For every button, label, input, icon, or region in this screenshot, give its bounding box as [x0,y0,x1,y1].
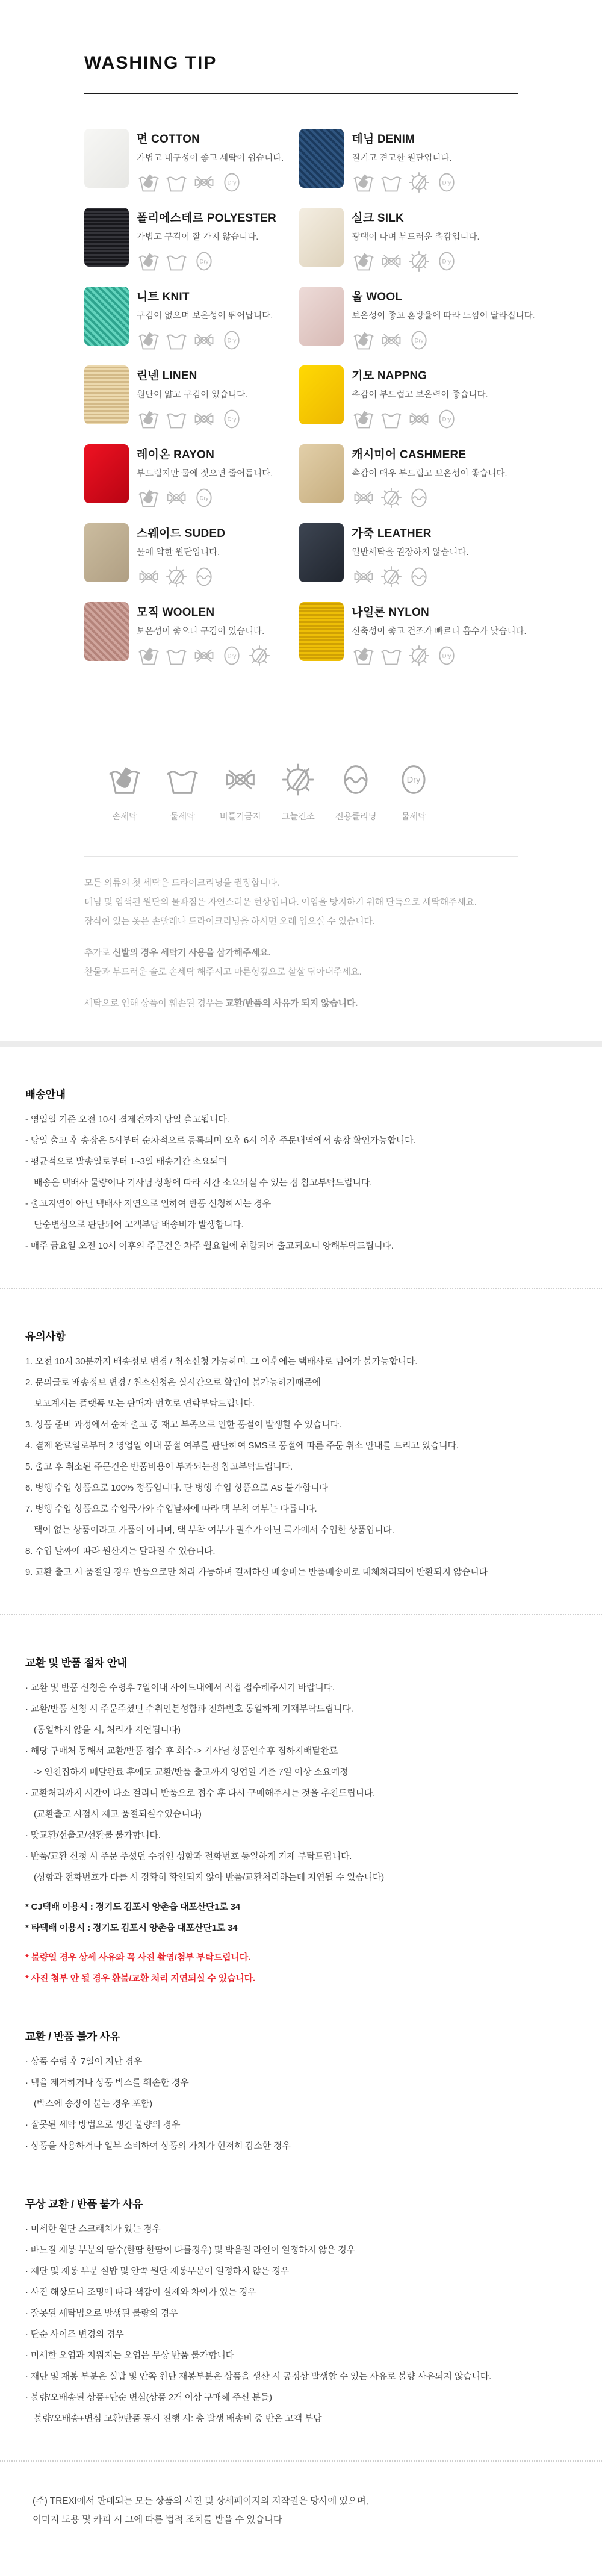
legend-label: 전용클리닝 [335,812,377,822]
section-line: · 불량/오배송된 상품+단순 변심(상품 2개 이상 구매해 주신 분들) [25,2392,272,2403]
fabric-name: 데님 DENIM [352,133,415,146]
legend-label: 손세탁 [112,812,137,822]
care-note-text: 신발의 경우 세탁기 사용을 삼가해주세요. [112,948,271,958]
fabric-info [352,602,526,668]
water-wash-icon [379,644,403,668]
legend-item [334,761,378,822]
section-heading-notice: 유의사항 [25,1330,66,1342]
fabric-name: 실크 SILK [352,212,404,225]
hand-wash-icon [137,170,161,194]
no-wring-icon [352,486,376,510]
legend-item [218,761,262,822]
section-line: 불량/오배송+변심 교환/반품 동시 진행 시: 총 발생 배송비 중 반은 고객 부담 [34,2413,322,2424]
fabric-info [137,129,284,194]
care-note-line [84,963,518,982]
section-line: · 재단 및 재봉 부분은 실밥 및 안쪽 원단 재봉부분은 상품을 생산 시 공정상 발생할 수 있는 사유로 불량 사유되지 않습니다. [25,2371,492,2382]
fabric-desc: 촉감이 부드럽고 보온력이 좋습니다. [352,390,488,400]
section-line: 보고계시는 플랫폼 또는 판매자 번호로 연락부탁드립니다. [34,1398,255,1409]
section-line: · 교환/반품 신청 시 주문주셨던 수취인분성함과 전화번호 동일하게 기재부탁드립니다. [25,1704,353,1714]
fabric-desc: 부드럽지만 물에 젖으면 줄어듭니다. [137,469,273,479]
care-note-text: 데님 및 염색된 원단의 물빠짐은 자연스러운 현상입니다. 이염을 방지하기 위해 단독으로 세탁해주세요. [84,897,477,907]
hand-wash-icon [137,249,161,273]
section-line: 배송은 택배사 물량이나 기사님 상황에 따라 시간 소요되실 수 있는 점 참고부탁드립니다. [34,1178,373,1188]
shade-dry-icon [164,565,188,589]
care-note-line [84,874,518,893]
fabric-swatch [84,129,129,188]
care-note-line [84,943,518,963]
fabric-care-icons [137,328,273,352]
shade-dry-icon [379,486,403,510]
fabric-info [352,365,488,431]
fabric-desc: 보온성이 좋고 혼방율에 따라 느낌이 달라집니다. [352,311,535,321]
section-line: · 상품 수령 후 7일이 지난 경우 [25,2056,142,2067]
care-note-text: 찬물과 부드러운 솔로 손세탁 해주시고 마른헝겊으로 살살 닦아내주세요. [84,967,362,977]
legend-label: 물세탁 [401,812,426,822]
fabric-swatch [299,287,344,346]
water-wash-icon [164,170,188,194]
fabric-info [352,287,535,352]
fabric-name: 스웨이드 SUDED [137,527,226,540]
water-wash-icon [379,170,403,194]
hand-wash-icon [352,328,376,352]
fabric-grid [84,129,535,668]
care-note-group [84,874,518,931]
section-line: * 타택배 이용시 : 경기도 김포시 양촌읍 대포산단1로 34 [25,1923,238,1933]
section-exchange-procedure [25,1655,577,1989]
section-line: · 반품/교환 신청 시 주문 주셨던 수취인 성함과 전화번호 동일하게 기재 부탁드립니다. [25,1851,352,1861]
fabric-item [299,208,535,273]
fabric-item [84,208,284,273]
fabric-item [84,129,284,194]
hand-wash-icon [106,761,143,798]
no-wring-icon [352,565,376,589]
fabric-item [299,602,535,668]
section-line: -> 인천집하지 배달완료 후에도 교환/반품 출고까지 영업일 기준 7일 이상 소요예정 [34,1767,349,1777]
section-line: - 매주 금요일 오전 10시 이후의 주문건은 차주 월요일에 취합되어 출고되오니 양해부탁드립니다. [25,1241,394,1251]
fabric-name: 캐시미어 CASHMERE [352,448,467,461]
washing-tip-section [84,0,535,1013]
no-wring-icon [222,761,259,798]
fabric-swatch [84,444,129,503]
section-line: 단순변심으로 판단되어 고객부담 배송비가 발생합니다. [34,1220,244,1230]
dry-icon [192,486,216,510]
section-heading-shipping: 배송안내 [25,1088,66,1100]
dry-icon [435,170,459,194]
fabric-item [84,523,284,589]
dry-clean-icon [407,565,431,589]
fabric-info [352,523,468,589]
section-line: 4. 결제 완료일로부터 2 영업일 이내 품절 여부를 판단하여 SMS로 품절에 따른 주문 취소 안내를 드리고 있습니다. [25,1441,459,1451]
dry-icon [395,761,432,798]
fabric-swatch [299,208,344,267]
care-note-text: 추가로 [84,948,113,958]
fabric-desc: 보온성이 좋으나 구김이 있습니다. [137,627,265,636]
footer-line: (주) TREXI에서 판매되는 모든 상품의 사진 및 상세페이지의 저작권은 당사에 있으며, [33,2496,368,2506]
fabric-item [299,444,535,510]
care-note-text: 모든 의류의 첫 세탁은 드라이크리닝을 권장합니다. [84,878,279,888]
section-no-free-exchange [25,2196,577,2429]
no-wring-icon [137,565,161,589]
hand-wash-icon [352,170,376,194]
fabric-name: 레이온 RAYON [137,448,215,461]
care-note-group [84,943,518,982]
care-note-text: 세탁으로 인해 상품이 훼손된 경우는 [84,998,226,1008]
dry-icon [435,644,459,668]
fabric-desc: 가볍고 구김이 잘 가지 않습니다. [137,232,259,242]
hand-wash-icon [352,249,376,273]
fabric-swatch [84,602,129,661]
care-note-text: 교환/반품의 사유가 되지 않습니다. [225,998,358,1008]
fabric-name: 린넨 LINEN [137,370,197,382]
section-line: · 사진 해상도나 조명에 따라 색감이 실제와 차이가 있는 경우 [25,2287,256,2297]
section-no-exchange [25,2029,577,2156]
fabric-name: 니트 KNIT [137,291,190,303]
section-line: (성함과 전화번호가 다를 시 정확히 확인되지 않아 반품/교환처리하는데 지연될 수 있습니다) [34,1872,384,1882]
dry-icon [220,407,244,431]
no-wring-icon [379,328,403,352]
shade-dry-icon [407,170,431,194]
section-line: · 택을 제거하거나 상품 박스를 훼손한 경우 [25,2078,189,2088]
fabric-swatch [299,444,344,503]
info-sections [0,1087,602,2462]
section-line: · 미세한 원단 스크래치가 있는 경우 [25,2224,161,2234]
fabric-desc: 촉감이 매우 부드럽고 보온성이 좋습니다. [352,469,507,479]
care-notes [84,874,518,1013]
section-line: 3. 상품 준비 과정에서 순차 출고 중 재고 부족으로 인한 품절이 발생할 수 있습니다. [25,1420,341,1430]
fabric-desc: 물에 약한 원단입니다. [137,548,220,557]
fabric-swatch [299,365,344,424]
fabric-item [84,365,284,431]
fabric-swatch [84,287,129,346]
title-underline [84,93,518,94]
section-line: · 상품을 사용하거나 일부 소비하여 상품의 가치가 현저히 감소한 경우 [25,2141,291,2151]
fabric-info [137,287,273,352]
fabric-info [137,365,247,431]
section-line: 6. 병행 수입 상품으로 100% 정품입니다. 단 병행 수입 상품으로 AS 불가합니다 [25,1483,328,1493]
fabric-item [84,444,284,510]
fabric-care-icons [137,170,284,194]
fabric-desc: 신축성이 좋고 건조가 빠르나 흡수가 낮습니다. [352,627,527,636]
page-title: WASHING TIP [84,53,217,73]
dotted-divider [0,1288,602,1289]
section-line: · 교환 및 반품 신청은 수령후 7일이내 사이트내에서 직접 접수해주시기 바랍니다. [25,1683,335,1693]
fabric-care-icons [137,407,247,431]
fabric-info [137,444,273,510]
legend-item [391,761,436,822]
section-shipping [25,1087,577,1256]
no-wring-icon [192,170,216,194]
fabric-info [352,129,459,194]
fabric-swatch [84,365,129,424]
care-note-line [84,912,518,931]
fabric-desc: 일반세탁을 권장하지 않습니다. [352,548,469,557]
legend-label: 비틀기금지 [219,812,261,822]
care-note-line [84,893,518,912]
fabric-name: 면 COTTON [137,133,200,146]
fabric-swatch [299,523,344,582]
copyright-footer [0,2492,602,2576]
section-line: 7. 병행 수입 상품으로 수입국가와 수입날짜에 따라 택 부착 여부는 다릅니다. [25,1504,317,1514]
fabric-swatch [84,208,129,267]
fabric-care-icons [352,565,468,589]
fabric-name: 나일론 NYLON [352,606,429,619]
fabric-care-icons [352,486,507,510]
footer-line: 이미지 도용 및 카피 시 그에 따른 법적 조치를 받을 수 있습니다 [33,2515,282,2525]
fabric-care-icons [352,407,488,431]
shade-dry-icon [379,565,403,589]
section-notice [25,1329,577,1583]
care-note-line [84,994,518,1013]
legend-label: 물세탁 [170,812,195,822]
fabric-desc: 가볍고 내구성이 좋고 세탁이 쉽습니다. [137,154,284,163]
section-line: · 잘못된 세탁법으로 발생된 불량의 경우 [25,2308,178,2318]
dry-icon [220,328,244,352]
fabric-item [299,365,535,431]
section-line: · 재단 및 재봉 부분 실밥 및 안쪽 원단 재봉부분이 일정하지 않은 경우 [25,2266,290,2276]
fabric-name: 기모 NAPPNG [352,370,427,382]
section-line: - 영업일 기준 오전 10시 결제건까지 당일 출고됩니다. [25,1114,229,1125]
section-line: * 불량일 경우 상세 사유와 꼭 사진 촬영/첨부 부탁드립니다. [25,1952,250,1963]
dotted-divider [0,1614,602,1615]
fabric-care-icons [352,644,526,668]
fabric-info [137,208,276,273]
legend-label: 그늘건조 [281,812,315,822]
dry-clean-icon [337,761,374,798]
section-line: · 미세한 오염과 지워지는 오염은 무상 반품 불가합니다 [25,2350,234,2360]
fabric-swatch [299,602,344,661]
section-line: 택이 없는 상품이라고 가품이 아니며, 택 부착 여부가 필수가 아닌 국가에서 수입한 상품입니다. [34,1525,394,1535]
water-wash-icon [164,644,188,668]
fabric-care-icons [352,170,459,194]
care-note-text: 장식이 있는 옷은 손빨래나 드라이크리닝을 하시면 오래 입으실 수 있습니다. [84,916,375,926]
dry-icon [220,644,244,668]
shade-dry-icon [279,761,317,798]
fabric-care-icons [137,486,273,510]
hand-wash-icon [137,407,161,431]
no-wring-icon [379,249,403,273]
fabric-item [299,129,535,194]
fabric-swatch [84,523,129,582]
section-line: · 바느질 재봉 부분의 땀수(한땀 한땀이 다를경우) 및 박음질 라인이 일정하지 않은 경우 [25,2245,355,2255]
section-line: 2. 문의글로 배송정보 변경 / 취소신청은 실시간으로 확인이 불가능하기때문에 [25,1377,321,1388]
legend-item [276,761,320,822]
fabric-care-icons [137,565,225,589]
legend-item [160,761,205,822]
hand-wash-icon [352,644,376,668]
fabric-name: 폴리에스테르 POLYESTER [137,212,276,225]
section-heading-no-exchange: 교환 / 반품 불가 사유 [25,2031,120,2043]
shade-dry-icon [407,249,431,273]
section-line: - 출고지연이 아닌 택배사 지연으로 인하여 반품 신청하시는 경우 [25,1199,272,1209]
water-wash-icon [164,407,188,431]
fabric-care-icons [137,249,276,273]
section-line: · 잘못된 세탁 방법으로 생긴 불량의 경우 [25,2120,181,2130]
water-wash-icon [164,249,188,273]
fabric-care-icons [352,328,535,352]
legend-item [102,761,147,822]
dry-icon [407,328,431,352]
no-wring-icon [164,486,188,510]
dry-clean-icon [192,565,216,589]
section-heading-no-free-exchange: 무상 교환 / 반품 불가 사유 [25,2198,143,2210]
fabric-name: 모직 WOOLEN [137,606,215,619]
fabric-swatch [299,129,344,188]
fabric-info [137,523,225,589]
section-line: * 사진 첨부 안 될 경우 환불/교환 처리 지연되실 수 있습니다. [25,1973,255,1984]
fabric-item [84,602,284,668]
section-line: (박스에 송장이 붙는 경우 포함) [34,2099,152,2109]
section-line: · 맞교환/선출고/선환불 불가합니다. [25,1830,161,1840]
hand-wash-icon [137,644,161,668]
line-spacer [25,1938,577,1947]
hand-wash-icon [137,486,161,510]
fabric-care-icons [352,249,479,273]
fabric-desc: 광택이 나며 부드러운 촉감입니다. [352,232,480,242]
line-spacer [25,1888,577,1896]
fabric-info [137,602,272,668]
dotted-divider [0,2460,602,2462]
section-line: (교환출고 시점시 재고 품절되실수있습니다) [34,1809,202,1819]
fabric-item [299,523,535,589]
section-line: 1. 오전 10시 30분까지 배송정보 변경 / 취소신청 가능하며, 그 이후에는 택배사로 넘어가 불가능합니다. [25,1356,418,1367]
section-line: - 평균적으로 발송일로부터 1~3일 배송기간 소요되며 [25,1156,228,1167]
hand-wash-icon [352,407,376,431]
notes-top-divider [84,856,518,857]
dry-icon [435,249,459,273]
dry-icon [220,170,244,194]
section-heading-exchange-procedure: 교환 및 반품 절차 안내 [25,1657,127,1669]
care-note-group [84,994,518,1013]
no-wring-icon [192,328,216,352]
fabric-desc: 질기고 견고한 원단입니다. [352,154,452,163]
dry-icon [435,407,459,431]
fabric-item [84,287,284,352]
fabric-info [352,208,479,273]
hand-wash-icon [137,328,161,352]
section-line: · 단순 사이즈 변경의 경우 [25,2329,124,2339]
fabric-care-icons [137,644,272,668]
fabric-item [299,287,535,352]
fabric-desc: 구김이 없으며 보온성이 뛰어납니다. [137,311,273,321]
care-symbol-legend [102,761,518,822]
section-line: (동일하지 않을 시, 처리가 지연됩니다) [34,1725,181,1735]
fabric-info [352,444,507,510]
dry-clean-icon [407,486,431,510]
no-wring-icon [192,644,216,668]
section-line: - 당일 출고 후 송장은 5시부터 순차적으로 등록되며 오후 6시 이후 주문내역에서 송장 확인가능합니다. [25,1135,416,1146]
section-line: · 교환처리까지 시간이 다소 걸리니 반품으로 접수 후 다시 구매해주시는 것을 추천드립니다. [25,1788,376,1798]
dry-icon [192,249,216,273]
section-line: 5. 출고 후 취소된 주문건은 반품비용이 부과되는점 참고부탁드립니다. [25,1462,293,1472]
section-line: 9. 교환 출고 시 품절일 경우 반품으로만 처리 가능하며 결제하신 배송비는 반품배송비로 대체처리되어 반환되지 않습니다 [25,1567,488,1577]
fabric-desc: 원단이 얇고 구김이 있습니다. [137,390,248,400]
section-line: * CJ택배 이용시 : 경기도 김포시 양촌읍 대포산단1로 34 [25,1902,240,1912]
water-wash-icon [164,761,201,798]
shade-dry-icon [407,644,431,668]
fabric-name: 울 WOOL [352,291,403,303]
no-wring-icon [192,407,216,431]
no-wring-icon [407,407,431,431]
water-wash-icon [379,407,403,431]
section-line: 8. 수입 날짜에 따라 원산지는 달라질 수 있습니다. [25,1546,216,1556]
shade-dry-icon [247,644,272,668]
section-line: · 해당 구매처 통해서 교환/반품 접수 후 회수-> 기사님 상품인수후 집하지배달완료 [25,1746,338,1756]
fabric-name: 가죽 LEATHER [352,527,432,540]
water-wash-icon [164,328,188,352]
section-band-divider [0,1041,602,1047]
